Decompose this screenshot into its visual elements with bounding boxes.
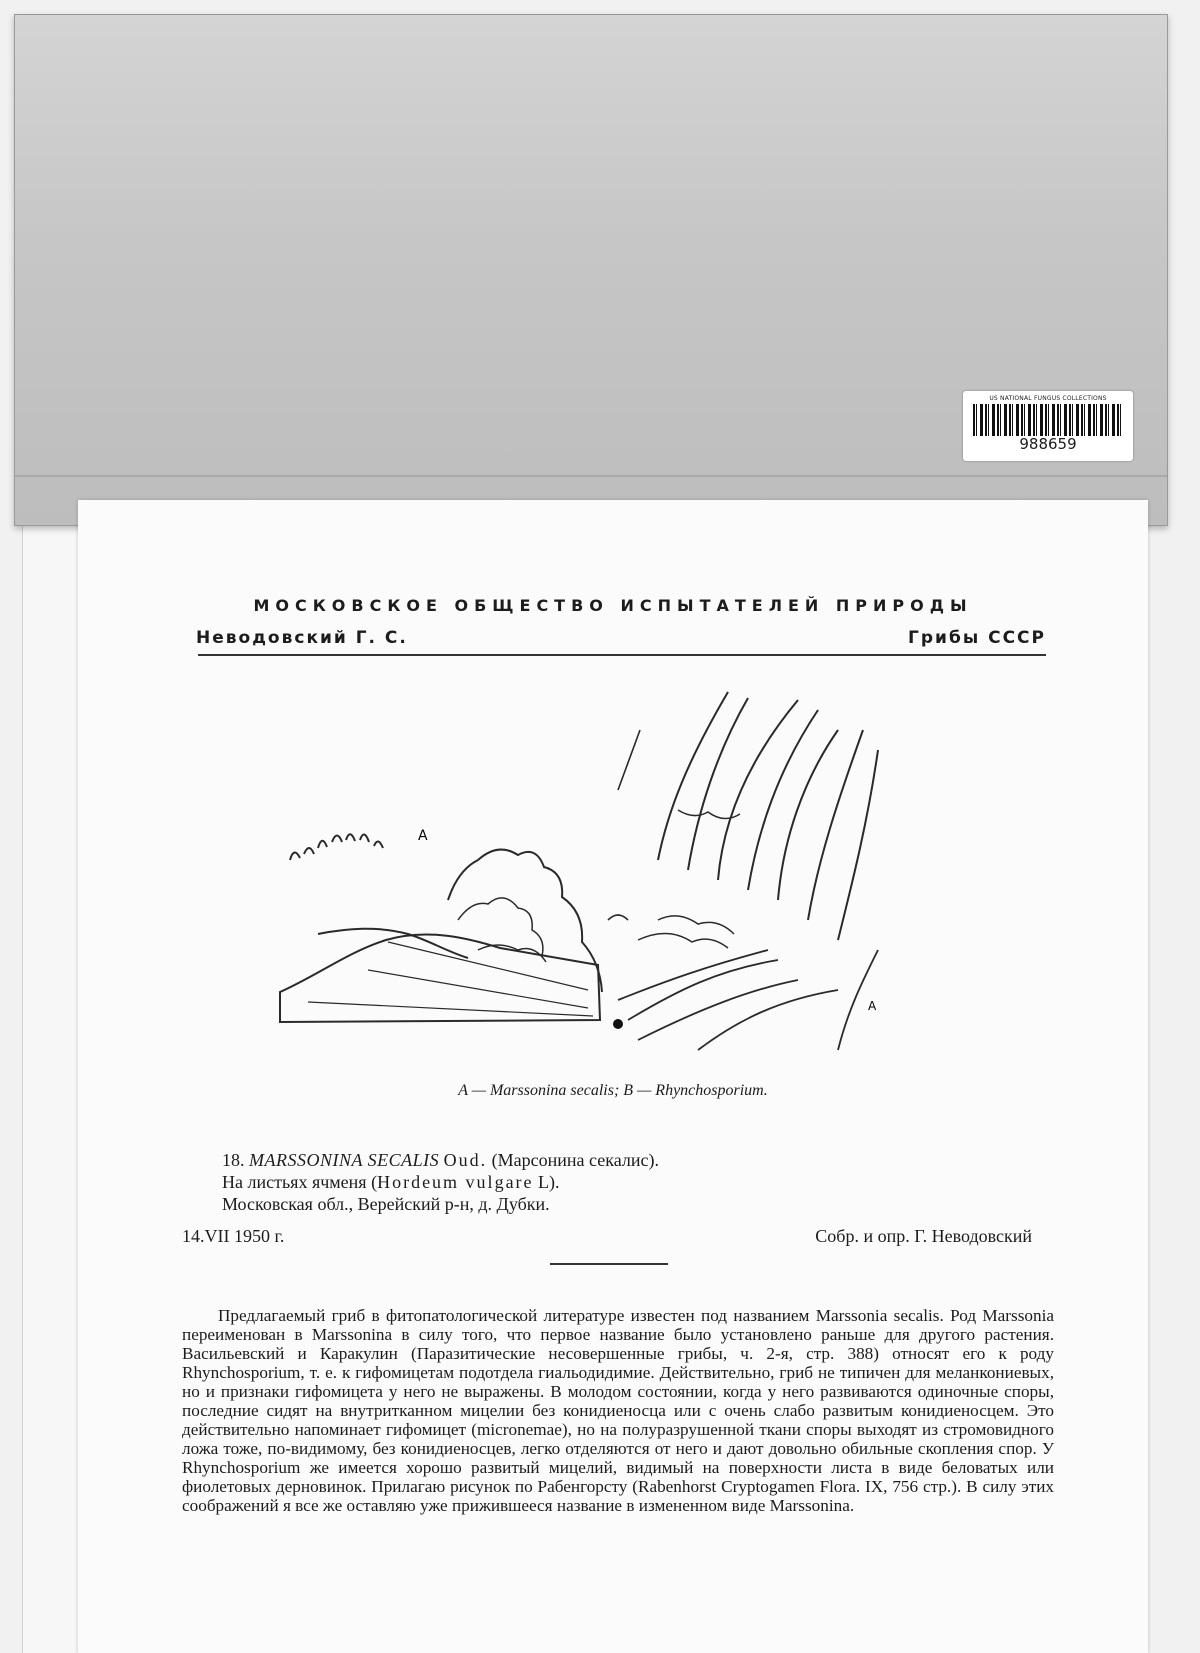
species-number: 18. — [222, 1150, 245, 1170]
header-divider — [198, 654, 1046, 656]
host-line — [222, 1172, 560, 1193]
spore-mass — [448, 850, 602, 992]
description-paragraph: Предлагаемый гриб в фитопатологической литературе известен под названием Marssonia secalis. Род Marssonia переименован в Marssonina в силу того, что первое название было установлено раньше для другого растения. Васильевский и Каракулин (Паразитические несовершенные грибы, ч. 2-я, стр. 388) относят его к роду Rhynchosporium, т. е. к гифомицетам подотдела гиальодидимие. Действительно, гриб не типичен для меланкониевых, но и признаки гифомицета у него не выражены. В молодом состоянии, когда у него развиваются одиночные споры, последние сидят на внутритканном мицелии без конидиеносца или с очень слабо развитым конидиеносцем. Это действительно напоминает гифомицет (micronemae), но на полуразрушенной ткани споры выходят из стромовидного ложа тоже, по-видимому, без конидиеносцев, легко отделяются от него и дают довольно обильные скопления спор. У Rhynchosporium же имеется хорошо развитый мицелий, видимый на поверхности листа в виде беловатых или фиолетовых дерновинок. Прилагаю рисунок по Рабенгорсту (Rabenhorst Cryptogamen Flora. IX, 756 стр.). В силу этих соображений я все же оставляю уже прижившееся название в измененном виде Marssonina. — [182, 1306, 1054, 1515]
specimen-envelope — [14, 14, 1168, 526]
author-name: Неводовский Г. С. — [196, 628, 408, 648]
species-line — [222, 1150, 659, 1171]
spore-cluster — [290, 834, 383, 860]
figure-letter-b: A — [868, 999, 877, 1013]
series-title: Грибы СССР — [908, 628, 1046, 648]
barcode-number: 988659 — [1019, 435, 1077, 453]
barcode-label — [963, 391, 1133, 461]
fungus-drawing — [278, 690, 918, 1060]
figure-caption: A — Marssonina secalis; B — Rhynchosporium. — [458, 1082, 768, 1099]
hyphae — [658, 692, 878, 940]
locality: Московская обл., Верейский р-н, д. Дубки. — [222, 1194, 550, 1214]
ink-dot — [613, 1019, 623, 1029]
species-author: Oud. — [443, 1150, 488, 1170]
host-suffix: L). — [533, 1172, 560, 1192]
illustration — [278, 690, 918, 1060]
species-name: MARSSONINA SECALIS — [249, 1150, 440, 1170]
exsiccata-label — [78, 500, 1148, 1653]
section-divider — [550, 1263, 668, 1265]
barcode-caption: US NATIONAL FUNGUS COLLECTIONS — [989, 395, 1107, 402]
description-text — [182, 1306, 1054, 1515]
collection-date: 14.VII 1950 г. — [182, 1226, 285, 1246]
host-latin: Hordeum vulgare — [377, 1172, 534, 1192]
species-russian: (Марсонина секалис). — [491, 1150, 659, 1170]
collector: Собр. и опр. Г. Неводовский — [815, 1226, 1032, 1246]
host-prefix: На листьях ячменя ( — [222, 1172, 378, 1192]
society-header: МОСКОВСКОЕ ОБЩЕСТВО ИСПЫТАТЕЛЕЙ ПРИРОДЫ — [253, 596, 973, 615]
envelope-fold — [15, 475, 1167, 477]
figure-letter-a: A — [418, 828, 428, 844]
barcode-icon — [973, 404, 1123, 436]
